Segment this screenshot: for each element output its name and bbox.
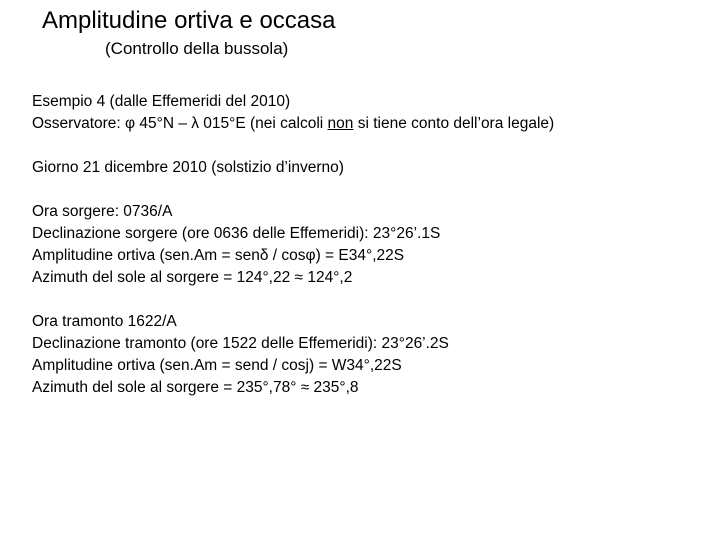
sunrise-azimuth: Azimuth del sole al sorgere = 124°,22 ≈ 124°,2 bbox=[32, 269, 353, 286]
observer-text-start: Osservatore: φ 45°N – λ 015°E (nei calcoli bbox=[32, 115, 328, 132]
sunset-azimuth: Azimuth del sole al sorgere = 235°,78° ≈ 235°,8 bbox=[32, 379, 359, 396]
sunset-declination: Declinazione tramonto (ore 1522 delle Effemeridi): 23°26’.2S bbox=[32, 335, 449, 352]
page-subtitle: (Controllo della bussola) bbox=[105, 39, 289, 58]
sunset-amplitude: Amplitudine ortiva (sen.Am = send / cosj) = W34°,22S bbox=[32, 357, 402, 374]
sunrise-declination: Declinazione sorgere (ore 0636 delle Effemeridi): 23°26’.1S bbox=[32, 225, 441, 242]
example-line: Esempio 4 (dalle Effemeridi del 2010) bbox=[32, 93, 291, 110]
spacer bbox=[32, 135, 712, 157]
page-title: Amplitudine ortiva e occasa bbox=[42, 7, 336, 34]
observer-line bbox=[32, 113, 712, 135]
spacer bbox=[32, 289, 712, 311]
spacer bbox=[32, 179, 712, 201]
sunrise-amplitude: Amplitudine ortiva (sen.Am = senδ / cosφ) = E34°,22S bbox=[32, 247, 405, 264]
observer-text-end: si tiene conto dell’ora legale) bbox=[353, 115, 555, 132]
sunset-section bbox=[32, 311, 712, 399]
day-line: Giorno 21 dicembre 2010 (solstizio d’inverno) bbox=[32, 159, 344, 176]
sunrise-section bbox=[32, 201, 712, 289]
sunset-time: Ora tramonto 1622/A bbox=[32, 313, 177, 330]
content-body bbox=[32, 91, 712, 399]
observer-underlined-word: non bbox=[327, 115, 354, 132]
sunrise-time: Ora sorgere: 0736/A bbox=[32, 203, 173, 220]
